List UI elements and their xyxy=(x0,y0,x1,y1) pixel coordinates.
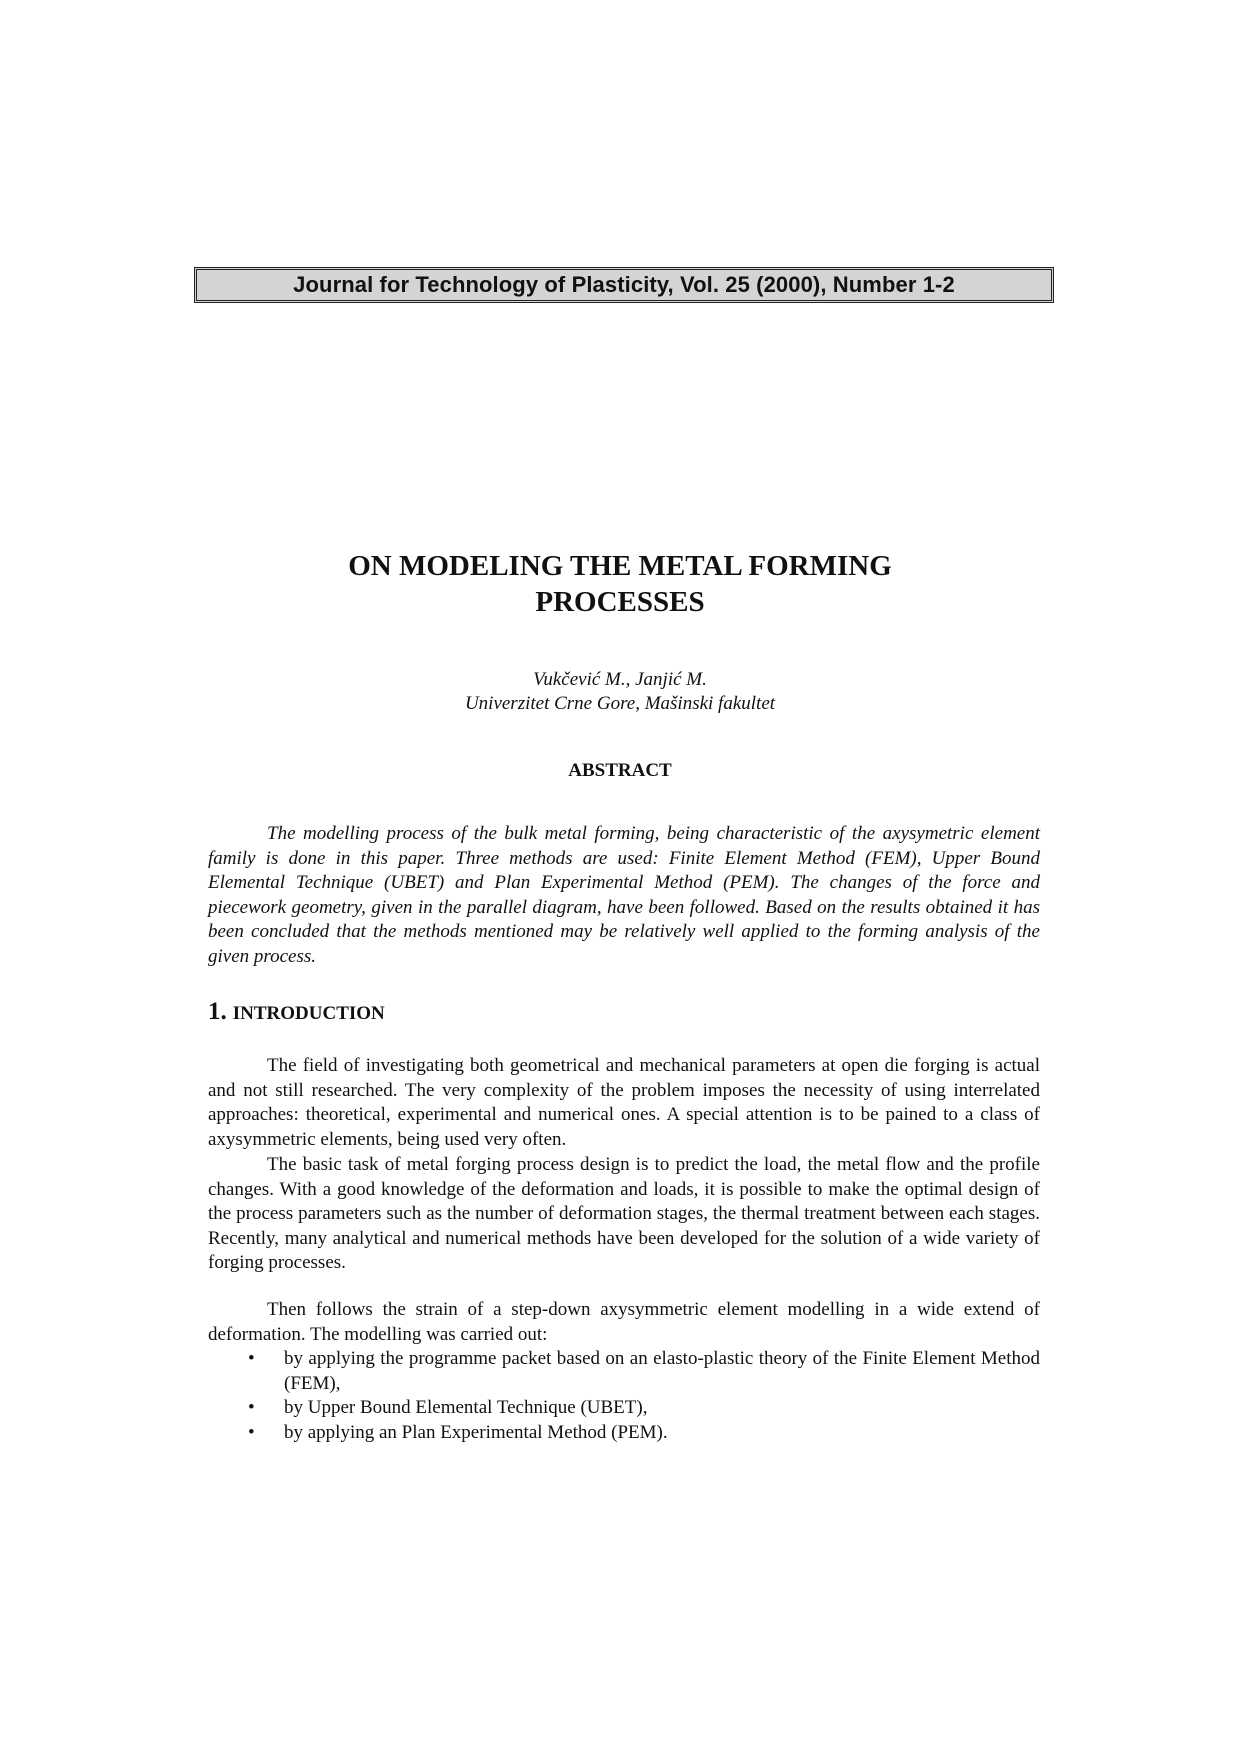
introduction-heading xyxy=(208,998,385,1026)
author-names: Vukčević M., Janjić M. xyxy=(533,669,707,690)
paper-title-line-1: ON MODELING THE METAL FORMING xyxy=(348,550,892,582)
intro-paragraph-2: The basic task of metal forging process design is to predict the load, the metal flow and the profile changes. With a good knowledge of the deformation and loads, it is possible to make the optimal design of the process parameters such as the number of deformation stages, the thermal treatment between each stages. Recently, many analytical and numerical methods have been developed for the solution of a wide variety of forging processes. xyxy=(208,1154,1040,1273)
list-item-text: by applying the programme packet based on an elasto-plastic theory of the Finite Element Method (FEM), xyxy=(284,1348,1040,1394)
author-block xyxy=(300,668,940,716)
paper-title xyxy=(300,548,940,620)
author-affiliation: Univerzitet Crne Gore, Mašinski fakultet xyxy=(464,693,776,714)
intro-paragraph-3: Then follows the strain of a step-down axysymmetric element modelling in a wide extend of deformation. The modelling was carried out: xyxy=(208,1299,1040,1345)
abstract-heading: ABSTRACT xyxy=(568,760,672,781)
paper-title-line-2: PROCESSES xyxy=(535,586,705,618)
list-item xyxy=(208,1421,1040,1446)
list-item xyxy=(208,1396,1040,1421)
list-item xyxy=(208,1347,1040,1396)
section-title: INTRODUCTION xyxy=(232,1003,385,1024)
journal-banner-text: Journal for Technology of Plasticity, Vol. 25 (2000), Number 1-2 xyxy=(293,272,955,297)
section-number: 1. xyxy=(208,998,227,1025)
bullet-icon: • xyxy=(248,1348,255,1369)
journal-banner xyxy=(194,267,1054,303)
bullet-icon: • xyxy=(248,1421,255,1443)
modelling-methods-list xyxy=(208,1347,1040,1445)
bullet-icon: • xyxy=(248,1397,255,1418)
intro-paragraph-1: The field of investigating both geometrical and mechanical parameters at open die forging is actual and not still researched. The very complexity of the problem imposes the necessity of using interrelated approaches: theoretical, experimental and numerical ones. A special attention is to be pained to a class of axysymmetric elements, being used very often. xyxy=(208,1055,1040,1150)
abstract-text: The modelling process of the bulk metal forming, being characteristic of the axysymetric element family is done in this paper. Three methods are used: Finite Element Method (FEM), Upper Bound Elemental Technique (UBET) and Plan Experimental Method (PEM). The changes of the force and piecework geometry, given in the parallel diagram, have been followed. Based on the results obtained it has been concluded that the methods mentioned may be relatively well applied to the forming analysis of the given process. xyxy=(208,823,1040,967)
list-item-text: by Upper Bound Elemental Technique (UBET), xyxy=(284,1397,648,1418)
list-item-text: by applying an Plan Experimental Method (PEM). xyxy=(284,1421,668,1443)
